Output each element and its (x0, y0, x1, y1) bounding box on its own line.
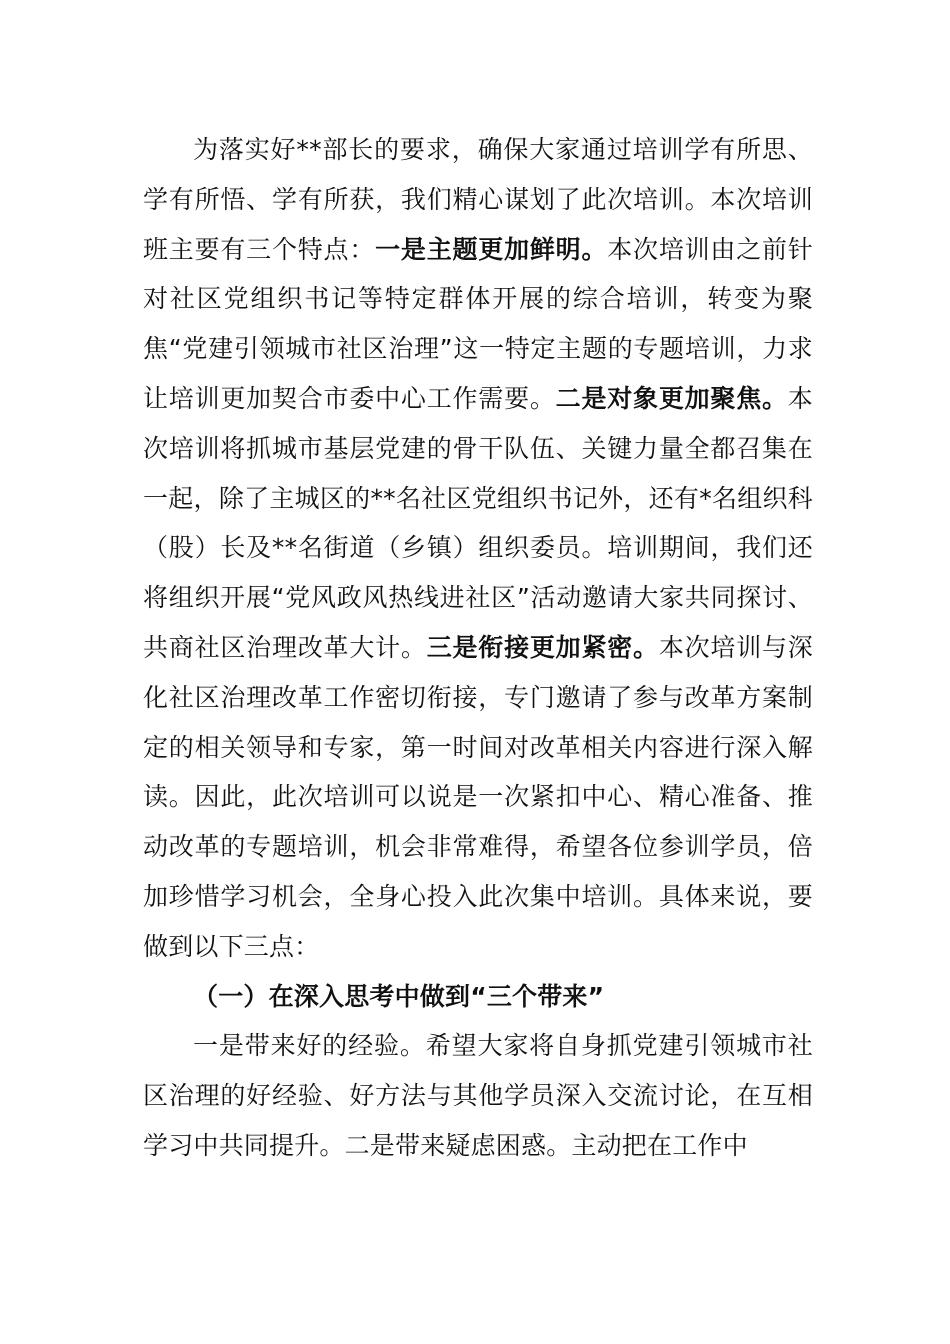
bold-point-1: 一是主题更加鲜明。 (375, 234, 608, 264)
paragraph-text: 本次培训由之前针对社区党组织书记等特定群体开展的综合培训，转变为聚焦“党建引领城市社区治理”这一特定主题的专题培训，力求让培训更加契合市委中心工作需要。 (143, 234, 813, 413)
document-body (143, 125, 813, 1171)
paragraph-text: 本次培训将抓城市基层党建的骨干队伍、关键力量全都召集在一起，除了主城区的**名社区党组织书记外，还有*名组织科（股）长及**名街道（乡镇）组织委员。培训期间，我们还将组织开展“党风政风热线进社区”活动邀请大家共同探讨、共商社区治理改革大计。 (143, 383, 813, 662)
bold-point-3: 三是衔接更加紧密。 (426, 632, 659, 662)
paragraph-text: 为落实好**部长的要求，确保大家通过培训学有所思、学有所悟、学有所获，我们精心谋划了此次培训。本次培训班主要有三个特点： (143, 135, 813, 264)
bold-point-2: 二是对象更加聚焦。 (555, 383, 788, 413)
body-paragraph: 一是带来好的经验。希望大家将自身抓党建引领城市社区治理的好经验、好方法与其他学员深入交流讨论，在互相学习中共同提升。二是带来疑虑困惑。主动把在工作中 (143, 1031, 813, 1160)
section-heading: （一）在深入思考中做到“三个带来” (193, 981, 605, 1011)
paragraph-text: 本次培训与深化社区治理改革工作密切衔接，专门邀请了参与改革方案制定的相关领导和专家，第一时间对改革相关内容进行深入解读。因此，此次培训可以说是一次紧扣中心、精心准备、推动改革的专题培训，机会非常难得，希望各位参训学员，倍加珍惜学习机会，全身心投入此次集中培训。具体来说，要做到以下三点： (143, 632, 814, 961)
intro-paragraph (143, 125, 813, 972)
